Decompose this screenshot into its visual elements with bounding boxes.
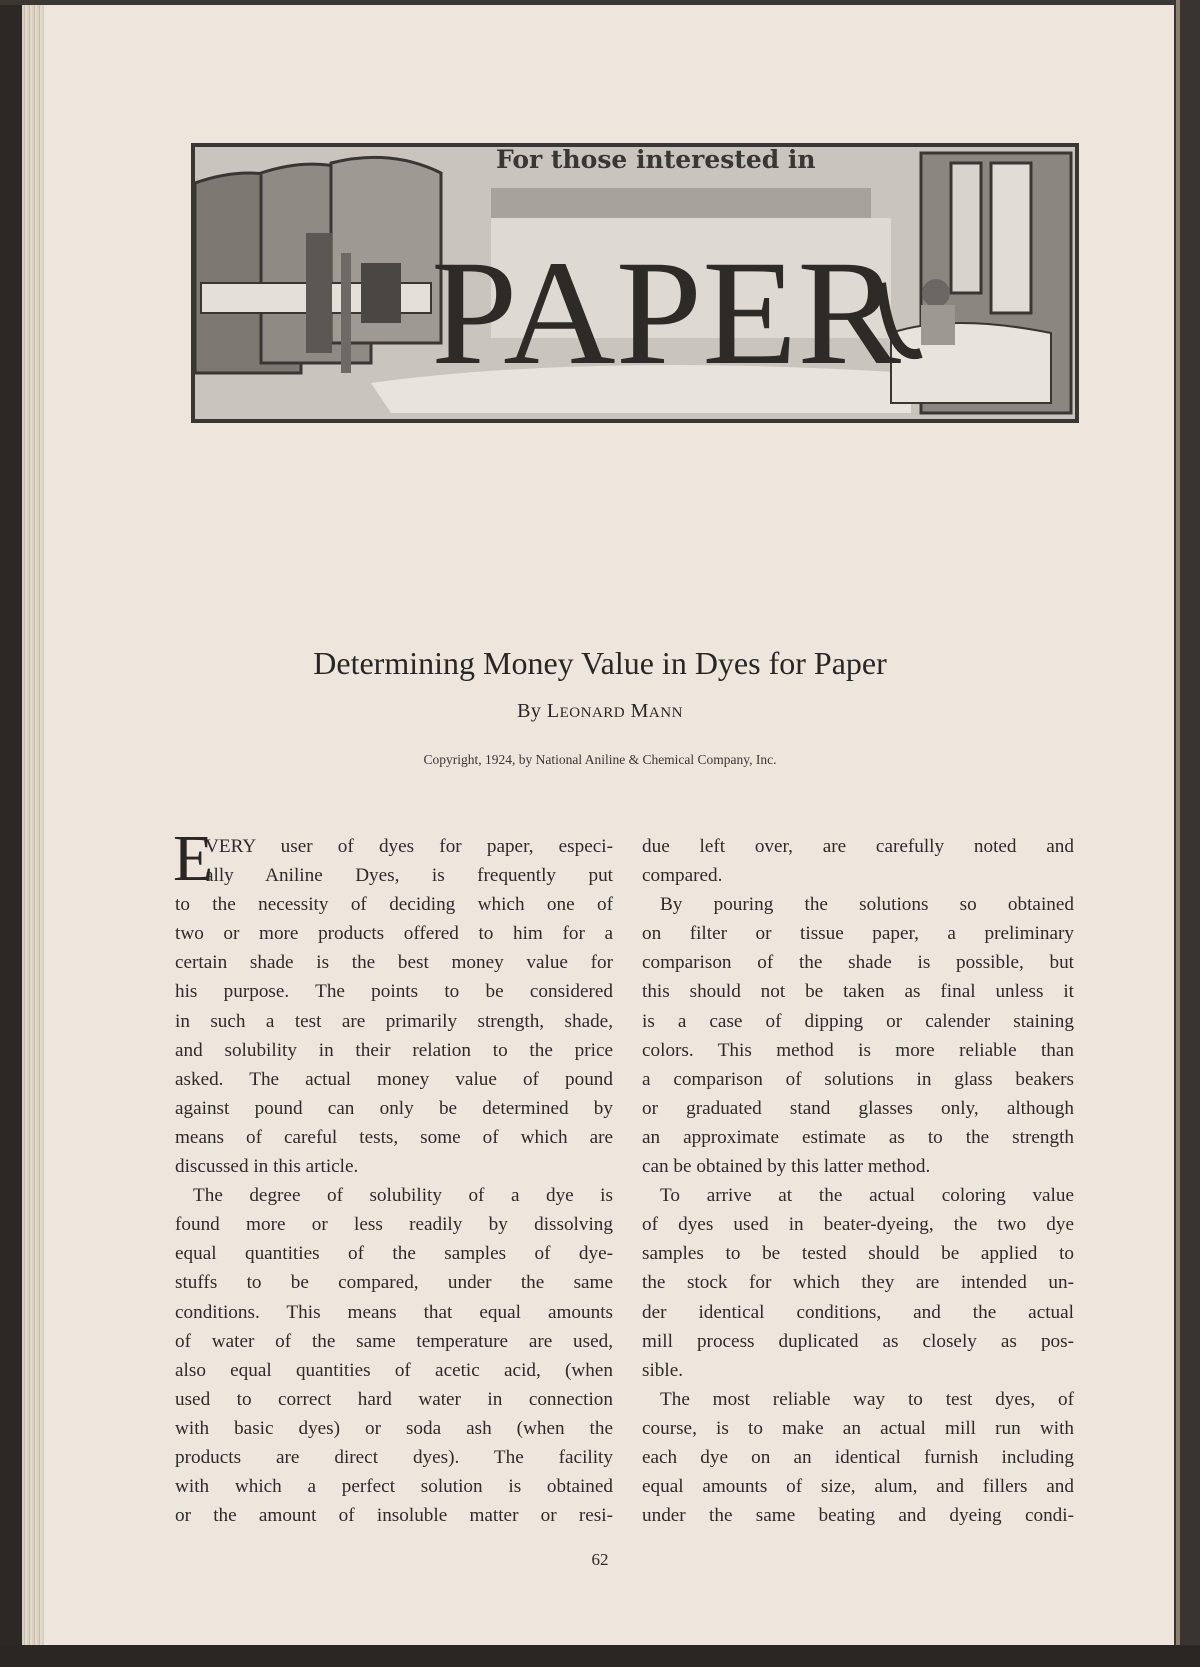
text-line: conditions. This means that equal amounts <box>175 1301 613 1323</box>
text-line: colors. This method is more reliable than <box>642 1039 1074 1061</box>
seated-worker-body <box>921 305 955 345</box>
author-last-initial: M <box>630 700 649 722</box>
text-line: due left over, are carefully noted and <box>642 836 1074 857</box>
table <box>891 323 1051 403</box>
worker-figure <box>306 233 332 353</box>
text-line: or the amount of insoluble matter or resi- <box>175 1505 613 1527</box>
text-line: means of careful tests, some of which are <box>175 1126 613 1148</box>
text-line: an approximate estimate as to the strength <box>642 1126 1074 1148</box>
text-line: used to correct hard water in connection <box>175 1388 613 1410</box>
byline <box>0 700 1200 723</box>
text-line: of water of the same temperature are used, <box>175 1330 613 1352</box>
text-line: equal amounts of size, alum, and fillers and <box>642 1476 1074 1498</box>
text-line: or graduated stand glasses only, although <box>642 1097 1074 1119</box>
text-line: products are direct dyes). The facility <box>175 1446 613 1468</box>
text-line: this should not be taken as final unless it <box>642 981 1074 1003</box>
text-line: sible. <box>642 1359 684 1381</box>
text-line: with which a perfect solution is obtained <box>175 1476 613 1498</box>
drop-cap: E <box>173 822 214 895</box>
text-line: course, is to make an actual mill run with <box>642 1417 1074 1439</box>
text-line: of dyes used in beater-dyeing, the two dye <box>642 1214 1074 1236</box>
article-title: Determining Money Value in Dyes for Paper <box>313 645 887 681</box>
text-line: certain shade is the best money value for <box>175 952 613 974</box>
text-line: The degree of solubility of a dye is <box>193 1185 613 1207</box>
window <box>951 163 981 293</box>
page-number: 62 <box>591 1550 609 1569</box>
text-line: a comparison of solutions in glass beakers <box>642 1068 1074 1090</box>
byline-prefix: By <box>517 700 542 722</box>
author-first-initial: L <box>546 700 560 722</box>
text-line: his purpose. The points to be considered <box>175 981 613 1003</box>
text-line: To arrive at the actual coloring value <box>660 1185 1074 1207</box>
vat <box>361 263 401 323</box>
window <box>991 163 1031 313</box>
text-line: also equal quantities of acetic acid, (when <box>175 1359 613 1381</box>
text-line: found more or less readily by dissolving <box>175 1214 613 1236</box>
pipe <box>341 253 351 373</box>
text-line: to the necessity of deciding which one of <box>175 894 613 916</box>
text-line: asked. The actual money value of pound <box>175 1068 613 1090</box>
text-line: VERY user of dyes for paper, especi- <box>205 836 613 857</box>
text-line: discussed in this article. <box>175 1156 359 1178</box>
page-edges <box>22 5 44 1645</box>
text-line: comparison of the shade is possible, but <box>642 952 1074 974</box>
text-line: stuffs to be compared, under the same <box>175 1272 613 1294</box>
text-line: compared. <box>642 865 723 887</box>
scan-bottom-border <box>0 1645 1200 1667</box>
paper-mill-banner-illustration <box>191 143 1079 423</box>
text-line: against pound can only be determined by <box>175 1097 613 1119</box>
seated-worker <box>922 279 950 307</box>
text-line: is a case of dipping or calender staining <box>642 1010 1074 1032</box>
banner-headline: PAPER <box>431 230 901 396</box>
text-line: can be obtained by this latter method. <box>642 1156 931 1178</box>
text-line: By pouring the solutions so obtained <box>660 894 1074 916</box>
text-line: der identical conditions, and the actual <box>642 1301 1074 1323</box>
copyright-notice: Copyright, 1924, by National Aniline & Chemical Company, Inc. <box>423 752 777 767</box>
text-line: samples to be tested should be applied to <box>642 1243 1074 1265</box>
text-line: mill process duplicated as closely as pos- <box>642 1330 1074 1352</box>
banner-tagline: For those interested in <box>496 145 816 174</box>
text-line: in such a test are primarily strength, shade, <box>175 1010 613 1032</box>
text-line: and solubility in their relation to the price <box>175 1039 613 1061</box>
text-line: The most reliable way to test dyes, of <box>660 1388 1074 1410</box>
right-column <box>642 832 1074 1530</box>
book-cover-edge-highlight <box>1176 0 1180 1645</box>
text-line: on filter or tissue paper, a preliminary <box>642 923 1074 945</box>
text-line: equal quantities of the samples of dye- <box>175 1243 613 1265</box>
text-line: each dye on an identical furnish including <box>642 1446 1074 1468</box>
text-line: the stock for which they are intended un- <box>642 1272 1074 1294</box>
left-column <box>173 822 613 1530</box>
text-line: ally Aniline Dyes, is frequently put <box>205 865 613 887</box>
author-last-rest: ANN <box>648 705 683 721</box>
author-first-rest: EONARD <box>559 705 626 721</box>
text-line: two or more products offered to him for a <box>175 923 613 945</box>
distant-machines <box>491 188 871 218</box>
text-line: with basic dyes) or soda ash (when the <box>175 1417 613 1439</box>
text-line: under the same beating and dyeing condi- <box>642 1505 1074 1527</box>
